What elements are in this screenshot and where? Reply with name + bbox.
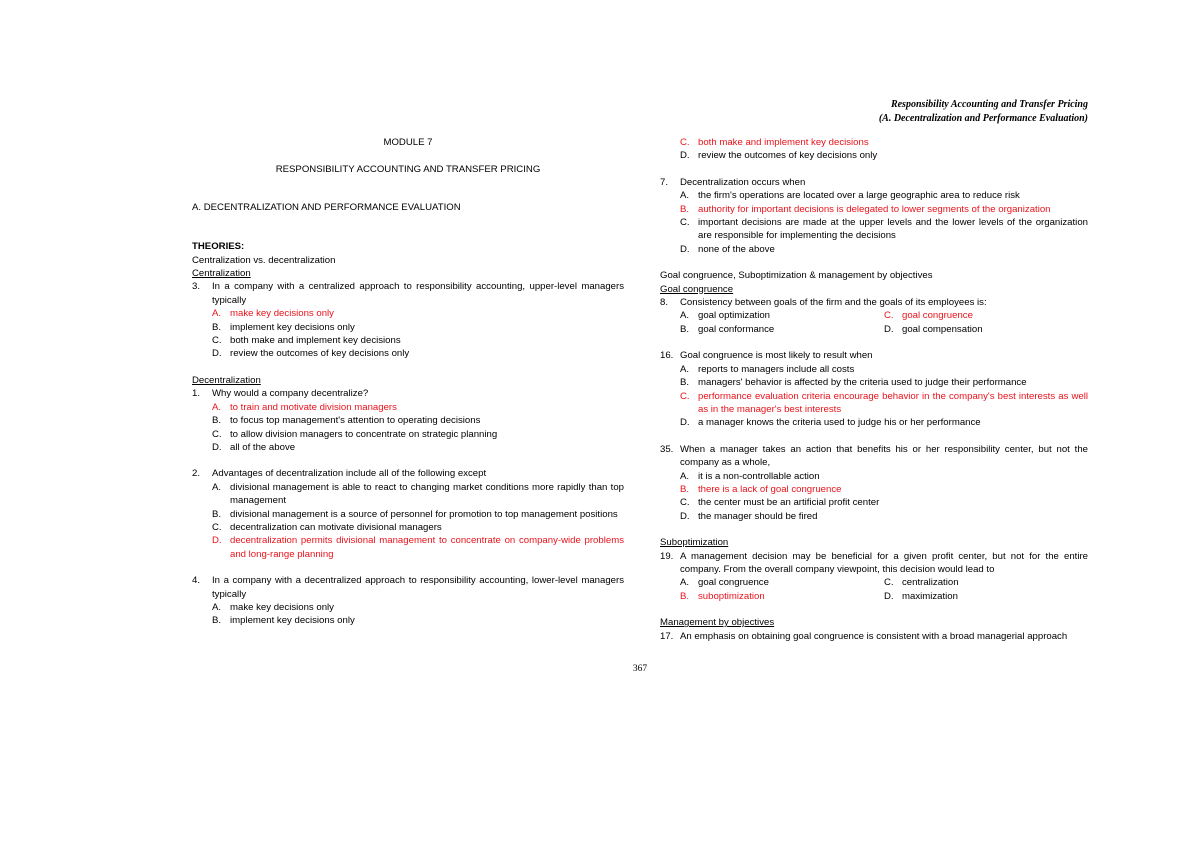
- answer-option: D. goal compensation: [884, 323, 983, 335]
- question-number: 4.: [192, 575, 201, 587]
- answer-option: D. review the outcomes of key decisions only: [680, 150, 878, 162]
- page-number: 367: [632, 664, 648, 674]
- answer-option: C. to allow division managers to concentrate on strategic planning: [212, 428, 498, 440]
- question-text: Why would a company decentralize?: [212, 388, 369, 400]
- question-19: [660, 550, 1088, 604]
- section-heading: A. DECENTRALIZATION AND PERFORMANCE EVALUATION: [192, 201, 461, 213]
- answer-option: B. managers' behavior is affected by the criteria used to judge their performance: [680, 377, 1027, 389]
- answer-option: A. reports to managers include all costs: [680, 363, 855, 375]
- question-number: 16.: [660, 350, 674, 362]
- answer-option: A. make key decisions only: [212, 601, 334, 613]
- answer-option: D. a manager knows the criteria used to judge his or her performance: [680, 417, 981, 429]
- question-text: In a company with a centralized approach to responsibility accounting, upper-level managers typically: [212, 281, 624, 306]
- question-17: [660, 630, 1088, 643]
- answer-option: A. goal optimization: [680, 310, 770, 322]
- management-by-objectives-heading: Management by objectives: [660, 617, 775, 629]
- answer-option-correct: B. authority for important decisions is delegated to lower segments of the organization: [680, 203, 1051, 215]
- question-text: In a company with a decentralized approach to responsibility accounting, lower-level managers typically: [212, 575, 624, 600]
- question-text: Goal congruence is most likely to result when: [680, 350, 873, 362]
- question-number: 7.: [660, 176, 669, 188]
- running-header-subtitle: (A. Decentralization and Performance Evaluation): [878, 113, 1088, 124]
- module-title: MODULE 7: [383, 137, 433, 148]
- answer-option: B. divisional management is a source of personnel for promotion to top management positions: [212, 508, 618, 520]
- answer-option: A. the firm's operations are located over a large geographic area to reduce risk: [680, 190, 1020, 202]
- answer-option: A. it is a non-controllable action: [680, 470, 820, 482]
- answer-option: C. centralization: [884, 577, 959, 589]
- question-text: When a manager takes an action that benefits his or her responsibility center, but not the company as a whole,: [680, 443, 1088, 469]
- answer-option: D. maximization: [884, 590, 958, 602]
- question-text: Consistency between goals of the firm and the goals of its employees is:: [680, 297, 987, 309]
- question-number: 19.: [660, 550, 674, 562]
- question-number: 3.: [192, 281, 201, 293]
- answer-option: B. goal conformance: [680, 323, 775, 335]
- question-number: 1.: [192, 388, 201, 400]
- question-number: 17.: [660, 630, 674, 642]
- answer-option-correct: A. to train and motivate division managers: [212, 401, 397, 413]
- left-column: [192, 132, 624, 628]
- answer-option-correct: D. decentralization permits divisional management to concentrate on company-wide problems and long-range planning: [212, 535, 624, 560]
- question-text: A management decision may be beneficial for a given profit center, but not for the entire company. From the overall company viewpoint, this decision would lead to: [680, 550, 1088, 575]
- theories-subtitle: Centralization vs. decentralization: [192, 254, 336, 266]
- answer-option-correct: C. performance evaluation criteria encourage behavior in the company's best interests as well as in the manager's best interests: [680, 390, 1088, 415]
- question-16: [660, 349, 1088, 429]
- question-text: An emphasis on obtaining goal congruence is consistent with a broad managerial approach: [680, 630, 1068, 642]
- answer-option: A. goal congruence: [680, 577, 769, 589]
- answer-option: C. decentralization can motivate divisional managers: [212, 521, 442, 533]
- goal-topic: Goal congruence, Suboptimization & management by objectives: [660, 270, 933, 282]
- theories-label: THEORIES:: [192, 241, 245, 253]
- goal-congruence-heading: Goal congruence: [660, 283, 734, 295]
- answer-option-correct: A. make key decisions only: [212, 308, 334, 320]
- centralization-heading: Centralization: [192, 268, 251, 280]
- answer-option: C. the center must be an artificial profit center: [680, 497, 880, 509]
- question-35: [660, 443, 1088, 523]
- answer-option: A. divisional management is able to react to changing market conditions more rapidly than top management: [212, 481, 624, 507]
- right-column: [660, 136, 1088, 643]
- question-4: [192, 574, 624, 628]
- answer-option: D. none of the above: [680, 243, 775, 255]
- answer-option-correct: B. suboptimization: [680, 590, 765, 602]
- question-7: [660, 176, 1088, 256]
- module-subtitle: RESPONSIBILITY ACCOUNTING AND TRANSFER PRICING: [275, 164, 541, 176]
- question-2: [192, 467, 624, 561]
- decentralization-heading: Decentralization: [192, 374, 261, 386]
- answer-option-correct: C. goal congruence: [884, 310, 973, 322]
- question-8: [660, 296, 1088, 336]
- answer-option: D. all of the above: [212, 441, 296, 453]
- question-text: Decentralization occurs when: [680, 176, 806, 188]
- question-text: Advantages of decentralization include all of the following except: [212, 468, 487, 480]
- answer-option-correct: C. both make and implement key decisions: [680, 137, 869, 148]
- answer-option: C. both make and implement key decisions: [212, 335, 401, 347]
- question-1: [192, 387, 624, 454]
- running-header: [879, 98, 1088, 126]
- question-3: [192, 280, 624, 360]
- answer-option: C. important decisions are made at the upper levels and the lower levels of the organization are responsible for implementing the decisions: [680, 217, 1088, 242]
- answer-option-correct: B. there is a lack of goal congruence: [680, 483, 842, 495]
- running-header-title: Responsibility Accounting and Transfer Pricing: [890, 99, 1088, 110]
- answer-option: B. implement key decisions only: [212, 321, 355, 333]
- question-number: 2.: [192, 468, 201, 480]
- answer-option: B. implement key decisions only: [212, 615, 355, 627]
- question-number: 8.: [660, 297, 669, 309]
- question-4-continued: [660, 136, 1088, 163]
- answer-option: D. review the outcomes of key decisions only: [212, 348, 410, 360]
- suboptimization-heading: Suboptimization: [660, 537, 729, 549]
- answer-option: D. the manager should be fired: [680, 510, 818, 522]
- question-number: 35.: [660, 443, 674, 455]
- answer-option: B. to focus top management's attention to operating decisions: [212, 415, 481, 427]
